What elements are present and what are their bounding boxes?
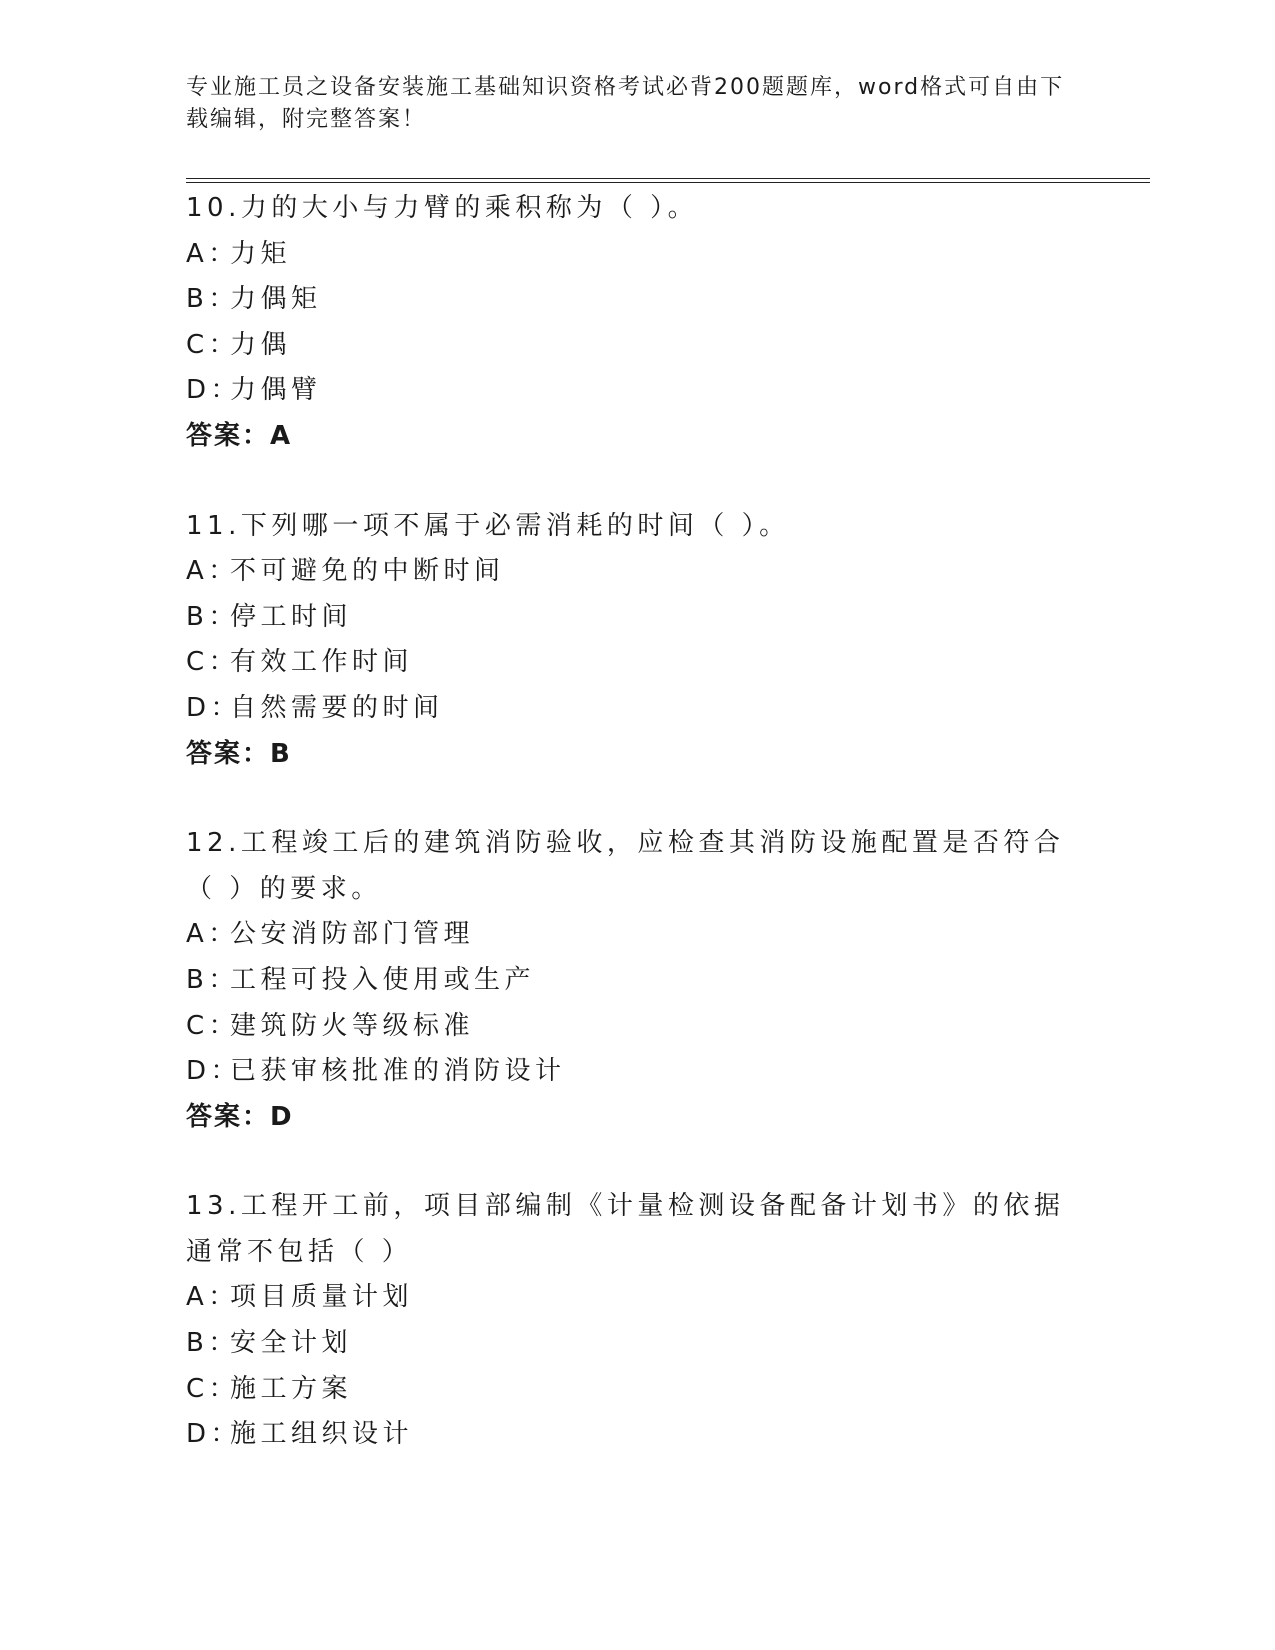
- answer-line: 答案：B: [186, 738, 292, 769]
- option-text: 自然需要的时间: [230, 692, 444, 723]
- option-key: B：: [186, 601, 239, 632]
- question-12: [186, 821, 1086, 1140]
- option-text: 力矩: [230, 238, 292, 269]
- option-d: [186, 1412, 1086, 1458]
- option-text: 施工组织设计: [230, 1419, 414, 1450]
- option-text: 力偶矩: [230, 284, 322, 315]
- option-b: [186, 595, 1086, 641]
- option-key: B：: [186, 284, 239, 315]
- option-key: A：: [186, 1282, 239, 1313]
- question-11: [186, 504, 1086, 778]
- option-a: [186, 549, 1086, 595]
- option-text: 工程可投入使用或生产: [230, 964, 536, 995]
- option-key: D：: [186, 1419, 242, 1450]
- answer-line: 答案：D: [186, 1101, 294, 1132]
- option-c: [186, 1004, 1086, 1050]
- option-text: 不可避免的中断时间: [230, 556, 505, 587]
- option-key: B：: [186, 964, 239, 995]
- question-13: [186, 1184, 1086, 1458]
- option-key: D：: [186, 692, 242, 723]
- option-text: 有效工作时间: [230, 647, 414, 678]
- option-key: C：: [186, 329, 240, 360]
- question-stem: 11.下列哪一项不属于必需消耗的时间（ ）。: [186, 510, 790, 541]
- option-key: D：: [186, 1056, 242, 1087]
- option-text: 项目质量计划: [230, 1282, 414, 1313]
- question-10: [186, 186, 1086, 460]
- option-text: 力偶: [230, 329, 292, 360]
- header-divider-top: [186, 178, 1150, 179]
- option-d: [186, 686, 1086, 732]
- option-text: 已获审核批准的消防设计: [230, 1056, 566, 1087]
- option-key: A：: [186, 556, 239, 587]
- option-text: 力偶臂: [230, 375, 322, 406]
- question-stem: 10.力的大小与力臂的乘积称为（ ）。: [186, 193, 699, 223]
- option-key: C：: [186, 647, 240, 678]
- option-key: A：: [186, 238, 239, 269]
- question-stem: 13.工程开工前，项目部编制《计量检测设备配备计划书》的依据通常不包括（ ）: [186, 1191, 1065, 1267]
- option-key: B：: [186, 1328, 239, 1359]
- option-text: 停工时间: [230, 601, 353, 632]
- question-list: [186, 186, 1086, 1502]
- header-divider-bottom: [186, 182, 1150, 183]
- option-d: [186, 1049, 1086, 1095]
- option-key: C：: [186, 1010, 240, 1041]
- option-a: [186, 1275, 1086, 1321]
- option-b: [186, 958, 1086, 1004]
- option-a: [186, 232, 1086, 278]
- option-text: 建筑防火等级标准: [230, 1010, 475, 1041]
- option-b: [186, 277, 1086, 323]
- option-c: [186, 1367, 1086, 1413]
- option-text: 施工方案: [230, 1373, 353, 1404]
- option-text: 安全计划: [230, 1328, 353, 1359]
- option-d: [186, 368, 1086, 414]
- option-key: A：: [186, 919, 239, 950]
- option-key: D：: [186, 375, 242, 406]
- question-stem: 12.工程竣工后的建筑消防验收，应检查其消防设施配置是否符合（ ）的要求。: [186, 828, 1065, 904]
- option-a: [186, 912, 1086, 958]
- document-intro: 专业施工员之设备安装施工基础知识资格考试必背200题题库，word格式可自由下载编辑，附完整答案！: [186, 75, 1065, 132]
- option-b: [186, 1321, 1086, 1367]
- option-c: [186, 640, 1086, 686]
- option-text: 公安消防部门管理: [230, 919, 475, 950]
- option-c: [186, 323, 1086, 369]
- option-key: C：: [186, 1373, 240, 1404]
- answer-line: 答案：A: [186, 420, 293, 451]
